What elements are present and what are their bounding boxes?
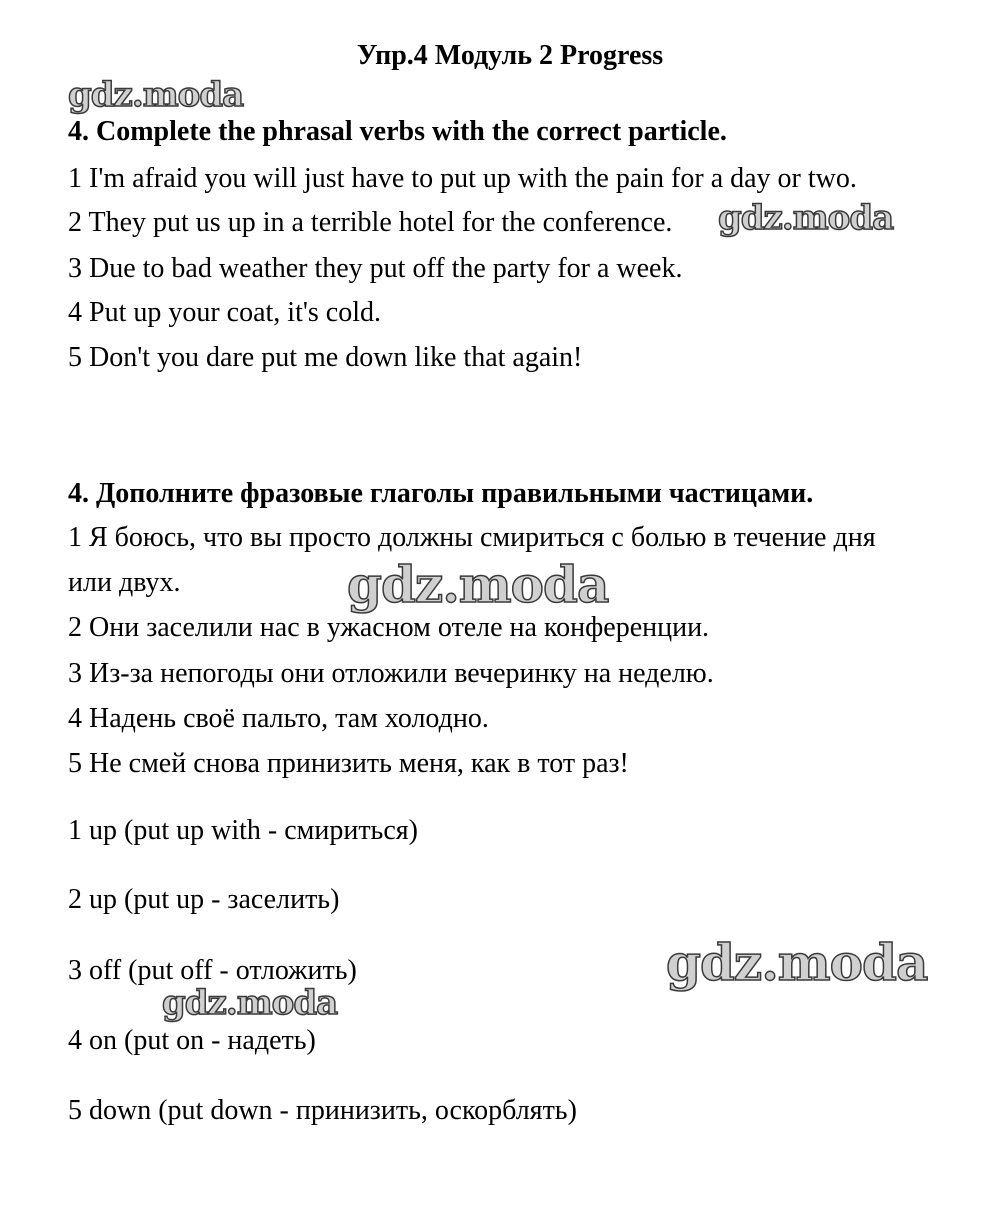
- russian-sentence-1-line-1: 1 Я боюсь, что вы просто должны смириться с болью в течение дня: [68, 522, 876, 553]
- english-sentence-5: 5 Don't you dare put me down like that again!: [68, 342, 583, 373]
- watermark-logo: gdz.moda: [666, 933, 928, 992]
- russian-sentence-2: 2 Они заселили нас в ужасном отеле на конференции.: [68, 612, 710, 643]
- watermark-logo: gdz.moda: [718, 198, 894, 238]
- english-sentence-2: 2 They put us up in a terrible hotel for the conference.: [68, 207, 673, 238]
- watermark-logo: gdz.moda: [162, 983, 338, 1023]
- watermark-logo: gdz.moda: [68, 75, 244, 115]
- russian-heading: 4. Дополните фразовые глаголы правильными частицами.: [68, 478, 814, 509]
- answer-2: 2 up (put up - заселить): [68, 884, 340, 915]
- page-title: Упр.4 Модуль 2 Progress: [356, 40, 664, 71]
- english-sentence-4: 4 Put up your coat, it's cold.: [68, 297, 382, 328]
- english-heading: 4. Complete the phrasal verbs with the correct particle.: [68, 116, 727, 147]
- answer-4: 4 on (put on - надеть): [68, 1025, 316, 1056]
- russian-sentence-4: 4 Надень своё пальто, там холодно.: [68, 703, 489, 734]
- english-sentence-3: 3 Due to bad weather they put off the party for a week.: [68, 253, 683, 284]
- russian-sentence-1-line-2: или двух.: [68, 567, 181, 598]
- english-sentence-1: 1 I'm afraid you will just have to put up with the pain for a day or two.: [68, 163, 857, 194]
- answer-3: 3 off (put off - отложить): [68, 955, 357, 986]
- answer-1: 1 up (put up with - смириться): [68, 815, 418, 846]
- russian-sentence-5: 5 Не смей снова принизить меня, как в тот раз!: [68, 748, 629, 779]
- watermark-logo: gdz.moda: [347, 555, 609, 614]
- russian-sentence-3: 3 Из-за непогоды они отложили вечеринку на неделю.: [68, 658, 714, 689]
- answer-5: 5 down (put down - принизить, оскорблять): [68, 1095, 577, 1126]
